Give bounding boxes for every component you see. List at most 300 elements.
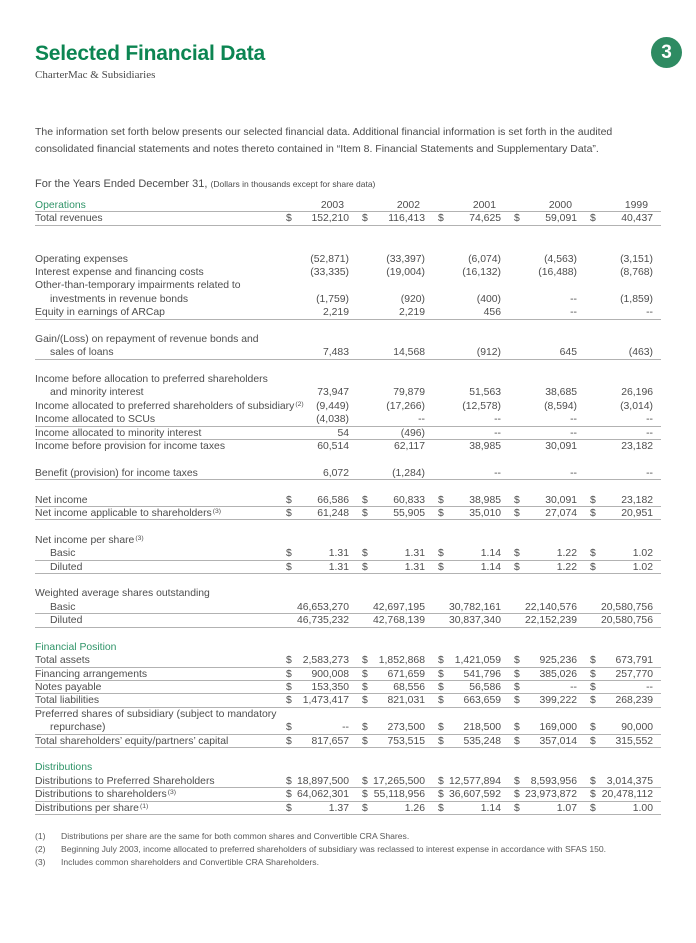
dollar-sign: $ <box>590 802 596 814</box>
dollar-sign: $ <box>514 695 520 707</box>
table-row <box>35 253 661 266</box>
row-label: Distributions to Preferred Shareholders <box>35 775 215 787</box>
row-label: Total revenues <box>35 213 103 225</box>
value-cell: $ 64,062,301 <box>286 789 349 801</box>
value-cell: (1,284) <box>392 467 425 479</box>
table-spacer <box>35 480 661 493</box>
dollar-sign: $ <box>362 735 368 747</box>
row-label: Preferred shares of subsidiary (subject to mandatory <box>35 708 277 720</box>
value-cell: -- <box>646 414 653 426</box>
value-cell: $ 1.31 <box>362 548 425 560</box>
dollar-sign: $ <box>438 682 444 694</box>
dollar-sign: $ <box>362 508 368 519</box>
table-row <box>35 386 661 399</box>
dollar-sign: $ <box>438 802 444 814</box>
value-cell: $ 30,091 <box>514 494 577 506</box>
row-label: Equity in earnings of ARCap <box>35 307 165 319</box>
value-cell: $ 273,500 <box>362 722 425 734</box>
value-cell: -- <box>570 307 577 319</box>
value-cell: 6,072 <box>322 467 349 479</box>
row-label: Diluted <box>50 561 83 573</box>
dollar-sign: $ <box>286 508 292 519</box>
row-label: Weighted average shares outstanding <box>35 588 210 600</box>
table-row <box>35 601 661 614</box>
value-cell: 42,768,139 <box>372 615 425 627</box>
value-cell: (9,449) <box>316 400 349 412</box>
value-cell: $ 1.14 <box>438 561 501 573</box>
dollar-sign: $ <box>590 789 596 801</box>
row-label: investments in revenue bonds <box>50 293 189 305</box>
dollar-sign: $ <box>590 682 596 694</box>
dollar-sign: $ <box>590 668 596 680</box>
value-cell: $ 663,659 <box>438 695 501 707</box>
row-label: Income allocated to minority interest <box>35 427 202 439</box>
value-cell: $ 821,031 <box>362 695 425 707</box>
section-header-row <box>35 641 661 654</box>
row-label: Diluted <box>50 615 83 627</box>
footnote-text: Distributions per share are the same for both common shares and Convertible CRA Shares. <box>61 830 410 841</box>
value-cell: $ 90,000 <box>590 722 653 734</box>
value-cell: $ 74,625 <box>438 213 501 225</box>
value-cell: 60,514 <box>317 441 349 453</box>
value-cell: $ 1.31 <box>286 561 349 573</box>
value-cell: (3,014) <box>620 400 653 412</box>
footnote-row <box>35 830 661 843</box>
dollar-sign: $ <box>362 213 368 225</box>
value-cell: (6,074) <box>468 253 501 265</box>
dollar-sign: $ <box>286 494 292 506</box>
row-label: Financing arrangements <box>35 668 148 680</box>
value-cell: (52,871) <box>310 253 349 265</box>
dollar-sign: $ <box>590 775 596 787</box>
row-label: Financial Position <box>35 641 117 653</box>
table-row <box>35 467 661 480</box>
value-cell: $ 27,074 <box>514 508 577 519</box>
value-cell: $ 1.02 <box>590 561 653 573</box>
footnote-ref: (1) <box>139 802 149 810</box>
dollar-sign: $ <box>362 561 368 573</box>
value-cell: $ 1.31 <box>362 561 425 573</box>
dollar-sign: $ <box>590 494 596 506</box>
table-spacer <box>35 748 661 761</box>
dollar-sign: $ <box>514 735 520 747</box>
row-label: Operations <box>35 200 86 211</box>
value-cell: 26,196 <box>621 387 653 399</box>
year-header-cell: 2001 <box>472 200 496 211</box>
value-cell: $ 169,000 <box>514 722 577 734</box>
row-label: Total assets <box>35 655 90 667</box>
value-cell: $ 3,014,375 <box>590 775 653 787</box>
value-cell: $ 20,478,112 <box>590 789 653 801</box>
intro-paragraph: The information set forth below presents our selected financial data. Additional financial information is set forth in the audited consolidated financial statements and notes thereto contained in “Item 8. Financial Statements and Supplementary Data”. <box>35 126 613 155</box>
value-cell: 456 <box>483 307 501 319</box>
dollar-sign: $ <box>286 802 292 814</box>
table-row <box>35 802 661 815</box>
value-cell: $ 66,586 <box>286 494 349 506</box>
table-row <box>35 735 661 748</box>
row-label: Operating expenses <box>35 253 128 265</box>
dollar-sign: $ <box>438 775 444 787</box>
value-cell: $ 1.37 <box>286 802 349 814</box>
value-cell: $ 23,182 <box>590 494 653 506</box>
table-row <box>35 494 661 507</box>
value-cell: -- <box>418 414 425 426</box>
value-cell: $ 55,905 <box>362 508 425 519</box>
value-cell: $ 357,014 <box>514 735 577 747</box>
dollar-sign: $ <box>286 561 292 573</box>
row-label: Net income <box>35 494 88 506</box>
value-cell: $ 61,248 <box>286 508 349 519</box>
page-title: Selected Financial Data <box>35 42 265 65</box>
value-cell: (400) <box>476 293 501 305</box>
table-row <box>35 654 661 667</box>
value-cell: 42,697,195 <box>372 601 425 613</box>
table-row <box>35 373 661 386</box>
value-cell: (17,266) <box>386 400 425 412</box>
year-header-cell: 2002 <box>396 200 420 211</box>
value-cell: (4,563) <box>544 253 577 265</box>
dollar-sign: $ <box>438 695 444 707</box>
value-cell: $ 385,026 <box>514 668 577 680</box>
value-cell: $ 1.26 <box>362 802 425 814</box>
value-cell: -- <box>646 467 653 479</box>
footnote-ref: (3) <box>167 789 176 797</box>
dollar-sign: $ <box>590 548 596 560</box>
dollar-sign: $ <box>514 548 520 560</box>
dollar-sign: $ <box>362 494 368 506</box>
year-header-cell: 2000 <box>548 200 572 211</box>
value-cell: (8,768) <box>620 266 653 278</box>
value-cell: $ 40,437 <box>590 213 653 225</box>
value-cell: $ 12,577,894 <box>438 775 501 787</box>
period-line <box>35 178 661 190</box>
period-label: For the Years Ended December 31, <box>35 178 211 190</box>
dollar-sign: $ <box>514 213 520 225</box>
value-cell: $ 900,008 <box>286 668 349 680</box>
value-cell: $ 23,973,872 <box>514 789 577 801</box>
value-cell: 14,568 <box>393 347 425 359</box>
dollar-sign: $ <box>438 722 444 734</box>
dollar-sign: $ <box>362 682 368 694</box>
row-label: sales of loans <box>50 347 114 359</box>
footnote-ref: (3) <box>135 534 144 542</box>
dollar-sign: $ <box>362 548 368 560</box>
table-row <box>35 400 661 413</box>
footnote-row <box>35 843 661 856</box>
value-cell: 22,140,576 <box>524 601 577 613</box>
dollar-sign: $ <box>590 213 596 225</box>
dollar-sign: $ <box>590 695 596 707</box>
value-cell: 46,653,270 <box>296 601 349 613</box>
value-cell: 62,117 <box>393 441 425 453</box>
dollar-sign: $ <box>438 668 444 680</box>
row-label: repurchase) <box>50 722 106 734</box>
value-cell: $ 1.07 <box>514 802 577 814</box>
value-cell: $ 68,556 <box>362 682 425 694</box>
value-cell: $ 153,350 <box>286 682 349 694</box>
row-label: Basic <box>50 601 76 613</box>
table-row <box>35 721 661 734</box>
value-cell: (16,132) <box>462 266 501 278</box>
page-subtitle: CharterMac & Subsidiaries <box>35 69 156 81</box>
value-cell: $ 268,239 <box>590 695 653 707</box>
year-header-cell: 2003 <box>320 200 344 211</box>
value-cell: 73,947 <box>317 387 349 399</box>
dollar-sign: $ <box>286 682 292 694</box>
value-cell: $ 38,985 <box>438 494 501 506</box>
table-row <box>35 694 661 707</box>
value-cell: 22,152,239 <box>524 615 577 627</box>
table-row <box>35 547 661 560</box>
dollar-sign: $ <box>286 695 292 707</box>
table-spacer <box>35 574 661 587</box>
footnote-marker: (2) <box>35 844 46 855</box>
table-spacer <box>35 360 661 373</box>
row-label: Benefit (provision) for income taxes <box>35 467 198 479</box>
table-row <box>35 614 661 627</box>
value-cell: 38,685 <box>545 387 577 399</box>
dollar-sign: $ <box>514 494 520 506</box>
table-row <box>35 266 661 279</box>
table-row <box>35 212 661 225</box>
value-cell: $ -- <box>590 682 653 694</box>
dollar-sign: $ <box>438 789 444 801</box>
value-cell: $ -- <box>514 682 577 694</box>
financial-data-table <box>35 199 661 815</box>
value-cell: 51,563 <box>469 387 501 399</box>
table-row <box>35 561 661 574</box>
value-cell: -- <box>570 467 577 479</box>
footnote-marker: (3) <box>35 857 46 868</box>
dollar-sign: $ <box>514 668 520 680</box>
dollar-sign: $ <box>514 682 520 694</box>
dollar-sign: $ <box>286 735 292 747</box>
value-cell: $ 1.14 <box>438 548 501 560</box>
dollar-sign: $ <box>514 802 520 814</box>
value-cell: $ 1.14 <box>438 802 501 814</box>
value-cell: $ 399,222 <box>514 695 577 707</box>
dollar-sign: $ <box>362 695 368 707</box>
value-cell: $ 1.22 <box>514 548 577 560</box>
value-cell: (912) <box>476 347 501 359</box>
footnote-text: Includes common shareholders and Convertible CRA Shareholders. <box>61 857 319 868</box>
section-header-row <box>35 761 661 774</box>
value-cell: $ 8,593,956 <box>514 775 577 787</box>
value-cell: $ 925,236 <box>514 655 577 667</box>
value-cell: $ 1,421,059 <box>438 655 501 667</box>
table-spacer <box>35 520 661 533</box>
value-cell: $ 18,897,500 <box>286 775 349 787</box>
value-cell: $ 56,586 <box>438 682 501 694</box>
value-cell: $ 673,791 <box>590 655 653 667</box>
value-cell: $ 671,659 <box>362 668 425 680</box>
table-row <box>35 534 661 547</box>
dollar-sign: $ <box>514 561 520 573</box>
value-cell: 23,182 <box>621 441 653 453</box>
table-row <box>35 293 661 306</box>
value-cell: (920) <box>400 293 425 305</box>
value-cell: (463) <box>628 347 653 359</box>
value-cell: $ 535,248 <box>438 735 501 747</box>
row-label: Total liabilities <box>35 695 100 707</box>
value-cell: (12,578) <box>462 400 501 412</box>
row-label: Basic <box>50 548 76 560</box>
row-label: Notes payable <box>35 682 102 694</box>
value-cell: 54 <box>337 427 349 439</box>
table-row <box>35 681 661 694</box>
value-cell: (3,151) <box>620 253 653 265</box>
table-row <box>35 788 661 801</box>
value-cell: $ 315,552 <box>590 735 653 747</box>
value-cell: (1,759) <box>316 293 349 305</box>
value-cell: (8,594) <box>544 400 577 412</box>
footnote-ref: (3) <box>212 508 222 515</box>
dollar-sign: $ <box>362 722 368 734</box>
row-label: Net income per share$^{(3)}$ <box>35 534 144 546</box>
dollar-sign: $ <box>286 213 292 225</box>
table-spacer <box>35 226 661 253</box>
dollar-sign: $ <box>362 802 368 814</box>
dollar-sign: $ <box>514 655 520 667</box>
dollar-sign: $ <box>286 722 292 734</box>
value-cell: $ 1.02 <box>590 548 653 560</box>
dollar-sign: $ <box>362 775 368 787</box>
table-row <box>35 346 661 359</box>
value-cell: 7,483 <box>322 347 349 359</box>
value-cell: -- <box>494 414 501 426</box>
value-cell: 20,580,756 <box>600 615 653 627</box>
dollar-sign: $ <box>590 722 596 734</box>
table-row <box>35 507 661 520</box>
dollar-sign: $ <box>286 548 292 560</box>
dollar-sign: $ <box>590 735 596 747</box>
row-label: Total shareholders’ equity/partners’ capital <box>35 735 229 747</box>
value-cell: 46,735,232 <box>296 615 349 627</box>
row-label: and minority interest <box>50 387 144 399</box>
dollar-sign: $ <box>514 775 520 787</box>
row-label: Income allocated to SCUs <box>35 414 156 426</box>
table-row <box>35 440 661 453</box>
value-cell: $ 59,091 <box>514 213 577 225</box>
value-cell: 645 <box>559 347 577 359</box>
dollar-sign: $ <box>438 561 444 573</box>
table-spacer <box>35 453 661 466</box>
value-cell: $ 257,770 <box>590 668 653 680</box>
dollar-sign: $ <box>590 508 596 519</box>
table-spacer <box>35 628 661 641</box>
value-cell: -- <box>646 307 653 319</box>
dollar-sign: $ <box>438 655 444 667</box>
value-cell: $ 116,413 <box>362 213 425 225</box>
row-label: Distributions per share$^{(1)}$ <box>35 802 149 814</box>
value-cell: $ 1.22 <box>514 561 577 573</box>
value-cell: 30,837,340 <box>448 615 501 627</box>
dollar-sign: $ <box>438 494 444 506</box>
value-cell: $ 36,607,592 <box>438 789 501 801</box>
value-cell: -- <box>570 293 577 305</box>
value-cell: -- <box>570 414 577 426</box>
table-row <box>35 668 661 681</box>
dollar-sign: $ <box>362 655 368 667</box>
value-cell: 2,219 <box>322 307 349 319</box>
row-label: Other-than-temporary impairments related to <box>35 280 241 292</box>
value-cell: 30,782,161 <box>448 601 501 613</box>
table-row <box>35 427 661 440</box>
row-label: Income before provision for income taxes <box>35 441 226 453</box>
value-cell: $ 35,010 <box>438 508 501 519</box>
table-row <box>35 708 661 721</box>
table-row <box>35 775 661 788</box>
row-label: Distributions to shareholders$^{(3)}$ <box>35 789 176 801</box>
value-cell: (16,488) <box>538 266 577 278</box>
value-cell: $ 2,583,273 <box>286 655 349 667</box>
value-cell: (4,038) <box>316 414 349 426</box>
value-cell: 20,580,756 <box>600 601 653 613</box>
footnote-text: Beginning July 2003, income allocated to preferred shareholders of subsidiary was reclassed to interest expense in accordance with SFAS 150. <box>61 844 607 855</box>
table-row <box>35 587 661 600</box>
value-cell: $ 1,473,417 <box>286 695 349 707</box>
period-note: (Dollars in thousands except for share data) <box>210 179 376 189</box>
value-cell: $ 1.31 <box>286 548 349 560</box>
value-cell: $ 1.00 <box>590 802 653 814</box>
row-label: Interest expense and financing costs <box>35 266 204 278</box>
value-cell: $ 60,833 <box>362 494 425 506</box>
table-row <box>35 413 661 426</box>
year-header-cell: 1999 <box>624 200 648 211</box>
value-cell: 2,219 <box>398 307 425 319</box>
row-label: Net income applicable to shareholders$^{(3)}$ <box>35 508 222 519</box>
dollar-sign: $ <box>286 655 292 667</box>
dollar-sign: $ <box>286 668 292 680</box>
value-cell: $ 55,118,956 <box>362 789 425 801</box>
table-row <box>35 333 661 346</box>
row-label: Gain/(Loss) on repayment of revenue bonds and <box>35 333 259 345</box>
value-cell: $ 1,852,868 <box>362 655 425 667</box>
row-label: Income before allocation to preferred shareholders <box>35 374 268 386</box>
dollar-sign: $ <box>514 789 520 801</box>
table-row <box>35 306 661 319</box>
value-cell: $ 817,657 <box>286 735 349 747</box>
value-cell: (33,397) <box>386 253 425 265</box>
value-cell: 38,985 <box>469 441 501 453</box>
footnotes <box>35 830 661 870</box>
value-cell: $ 218,500 <box>438 722 501 734</box>
dollar-sign: $ <box>362 789 368 801</box>
value-cell: 79,879 <box>393 387 425 399</box>
dollar-sign: $ <box>438 213 444 225</box>
value-cell: -- <box>570 427 577 439</box>
table-spacer <box>35 320 661 333</box>
value-cell: (496) <box>400 427 425 439</box>
row-label: Distributions <box>35 762 93 774</box>
dollar-sign: $ <box>514 508 520 519</box>
value-cell: -- <box>646 427 653 439</box>
value-cell: $ 152,210 <box>286 213 349 225</box>
value-cell: (33,335) <box>310 266 349 278</box>
value-cell: 30,091 <box>545 441 577 453</box>
dollar-sign: $ <box>362 668 368 680</box>
footnote-ref: (2) <box>295 400 304 408</box>
dollar-sign: $ <box>438 548 444 560</box>
value-cell: (19,004) <box>386 266 425 278</box>
value-cell: $ -- <box>286 722 349 734</box>
value-cell: $ 541,796 <box>438 668 501 680</box>
value-cell: (1,859) <box>620 293 653 305</box>
value-cell: -- <box>494 467 501 479</box>
dollar-sign: $ <box>438 508 444 519</box>
dollar-sign: $ <box>286 789 292 801</box>
dollar-sign: $ <box>286 775 292 787</box>
